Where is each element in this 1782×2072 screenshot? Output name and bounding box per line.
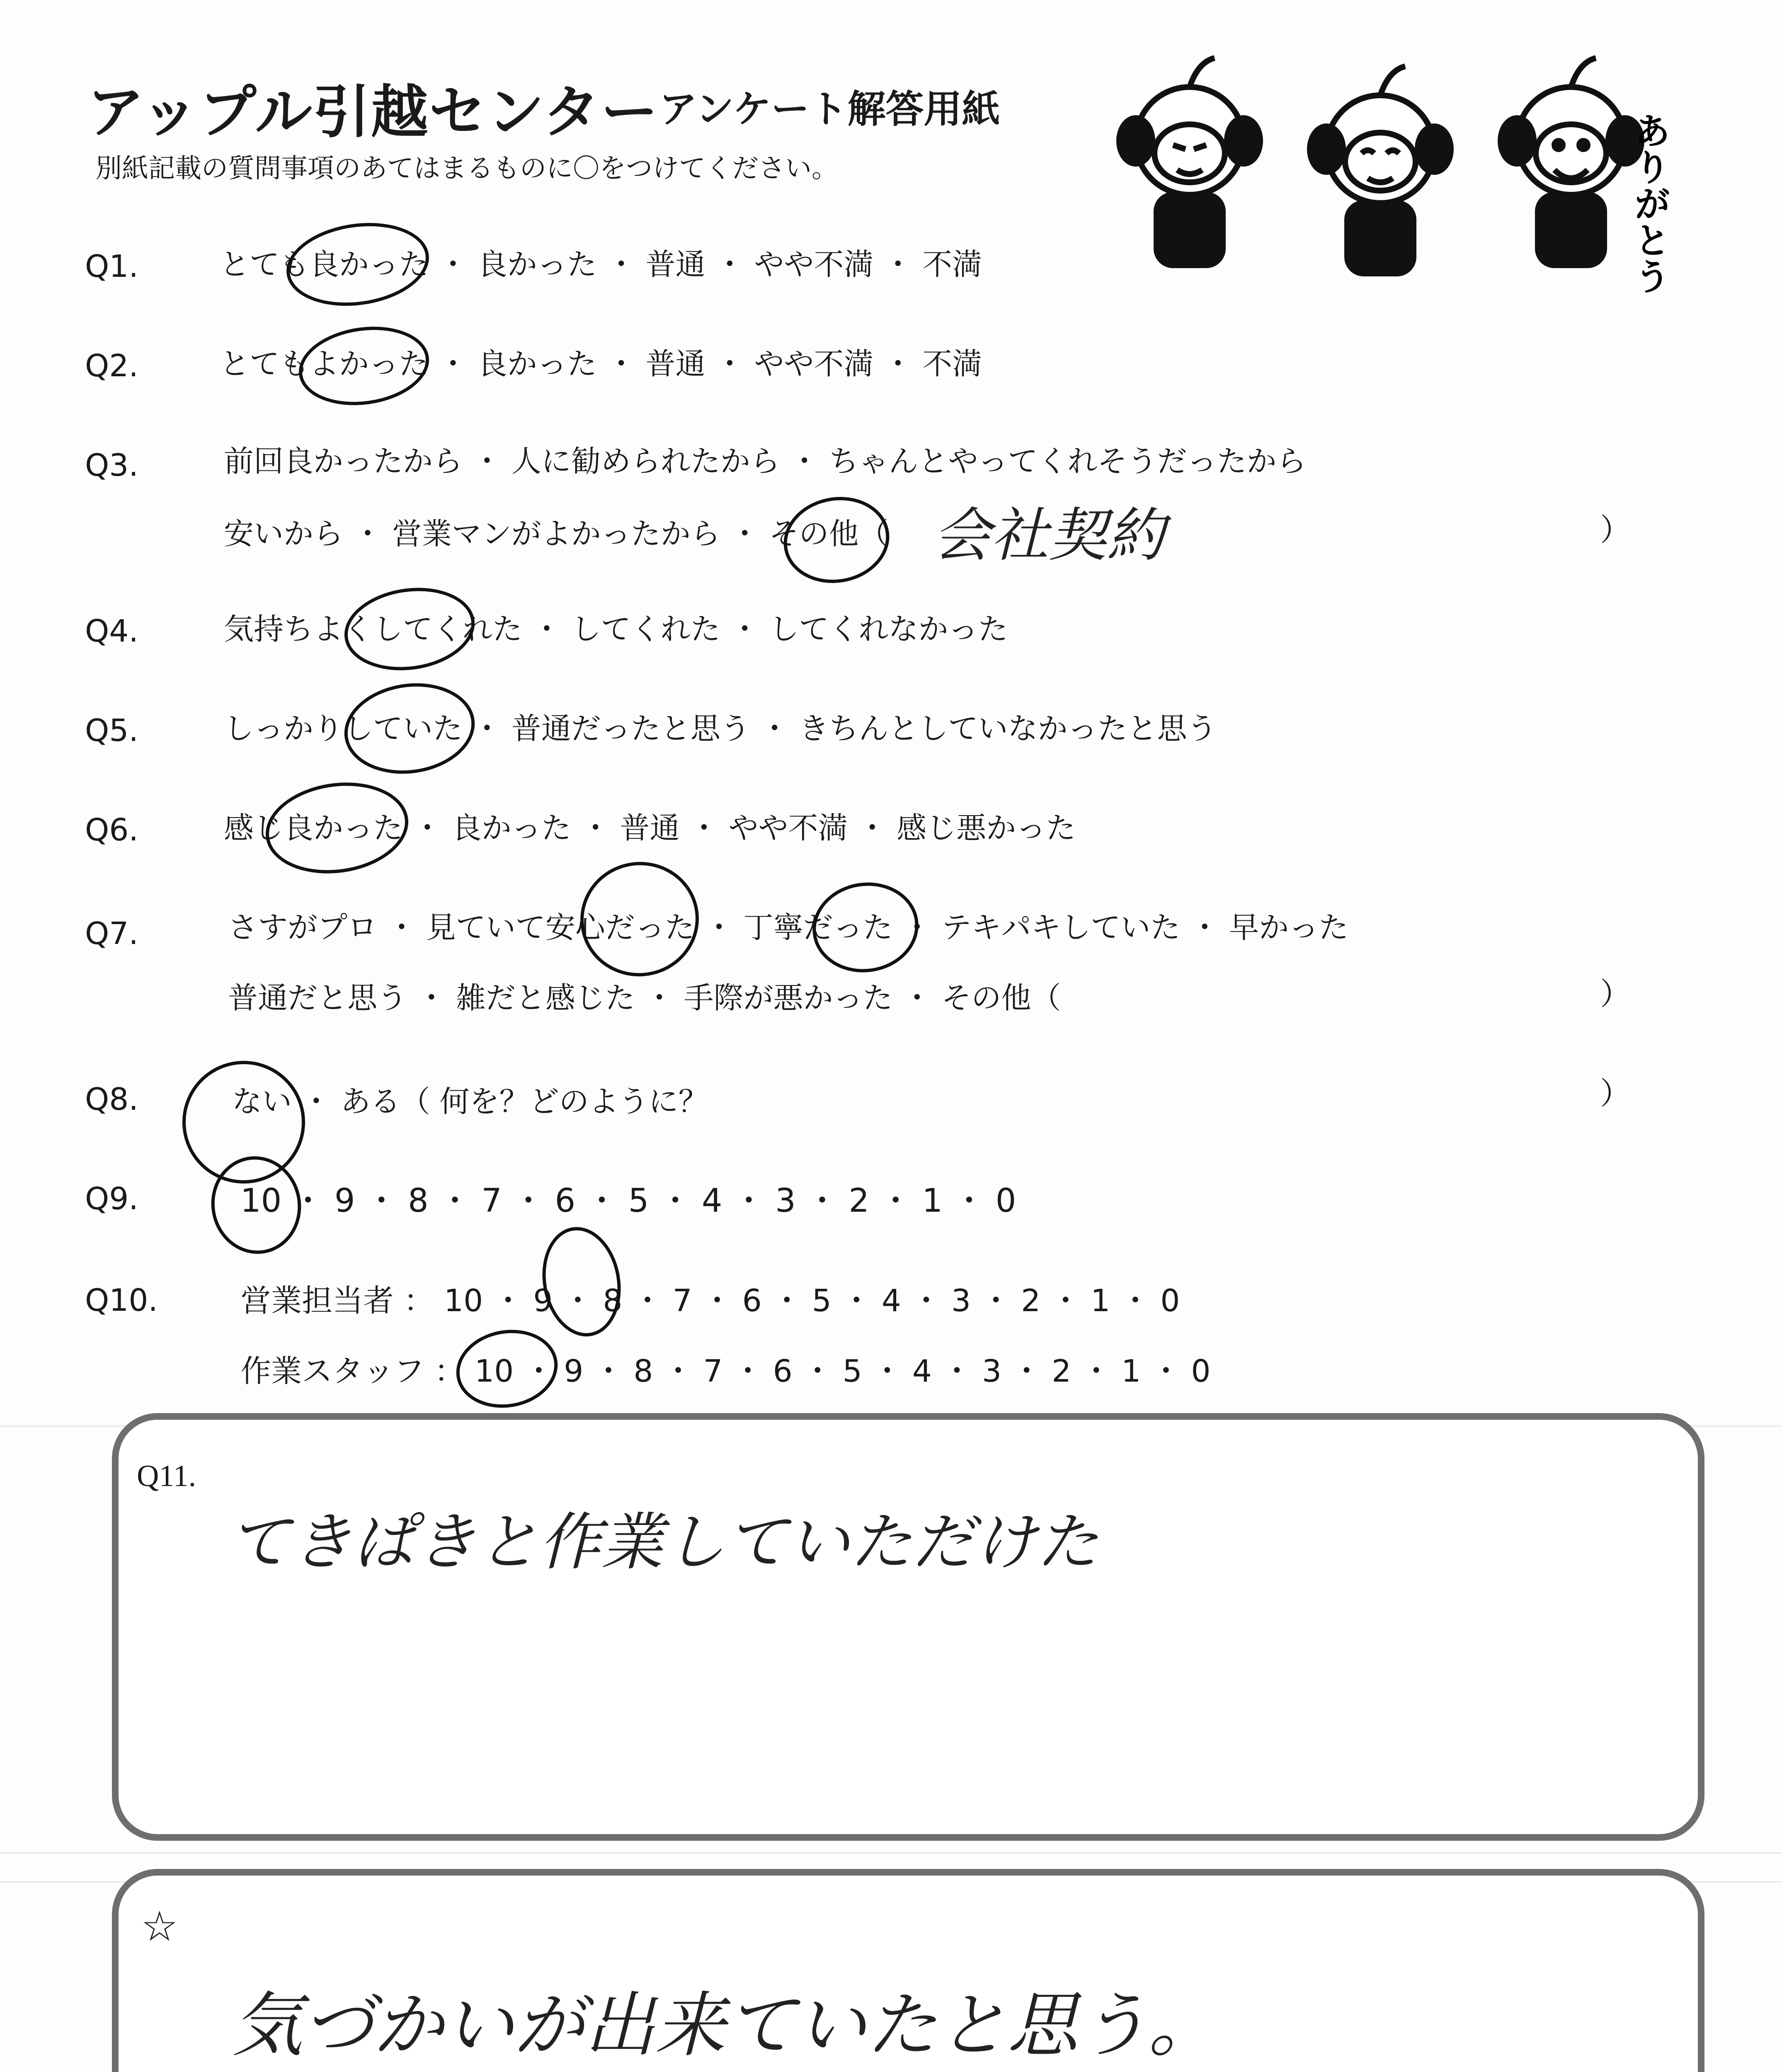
q10-sales-scale[interactable]: 営業担当者 ： 10 ・ 9 ・ 8 ・ 7 ・ 6 ・ 5 ・ 4 ・ 3 ・ 2 ・ 1 ・ 0 (240, 1283, 1180, 1319)
q7-answer-circle-1 (573, 854, 706, 984)
q10-staff-answer-circle (450, 1322, 564, 1416)
q3-close-paren: ） (1600, 512, 1631, 548)
q2-number: Q2. (85, 348, 138, 384)
q9-scale[interactable]: 10 ・ 9 ・ 8 ・ 7 ・ 6 ・ 5 ・ 4 ・ 3 ・ 2 ・ 1 ・ 0 (240, 1182, 1016, 1220)
instruction-text: 別紙記載の質問事項のあてはまるものに〇をつけてください。 (95, 153, 838, 184)
monkey-mascots-icon (1111, 46, 1700, 294)
q8-number: Q8. (85, 1082, 138, 1117)
q3-options-line2[interactable]: 安いから ・ 営業マンがよかったから ・ その他（ (224, 516, 889, 551)
form-subtitle: アンケート解答用紙 (659, 87, 1000, 131)
q3-other-answer: 会社契約 (933, 502, 1165, 569)
q11-comment-box[interactable] (112, 1413, 1704, 1841)
q11-label: Q11. (137, 1459, 196, 1493)
q10-staff-scale[interactable]: 作業スタッフ ： 10 ・ 9 ・ 8 ・ 7 ・ 6 ・ 5 ・ 4 ・ 3 ・ 2 ・ 1 ・ 0 (240, 1353, 1211, 1389)
q8-options[interactable]: ない ・ ある（ 何を？どのように？ (232, 1084, 708, 1119)
q9-number: Q9. (85, 1181, 138, 1217)
q2-answer-circle (294, 319, 434, 413)
q7-options-line2[interactable]: 普通だと思う ・ 雑だと感じた ・ 手際が悪かった ・ その他（ (228, 980, 1061, 1015)
q11-comment-text: てきぱきと作業していただけた (228, 1506, 1099, 1578)
q6-number: Q6. (85, 812, 138, 848)
q4-answer-circle (339, 580, 480, 678)
q3-options-line1[interactable]: 前回良かったから ・ 人に勧められたから ・ ちゃんとやってくれそうだったから (224, 444, 1307, 479)
q6-options[interactable]: 感じ良かった ・ 良かった ・ 普通 ・ やや不満 ・ 感じ悪かった (224, 811, 1076, 845)
q6-answer-circle (260, 774, 415, 882)
brand-title: アップル引越センター (87, 79, 659, 145)
star-label: ☆ (141, 1904, 178, 1950)
svg-text:ありがとう: ありがとう (1628, 112, 1671, 294)
q7-number: Q7. (85, 916, 138, 951)
q10-sales-answer-circle (534, 1221, 629, 1343)
star-comment-text: 気づかいが出来ていたと思う。 (232, 1985, 1219, 2067)
q1-number: Q1. (85, 249, 138, 284)
q4-options[interactable]: 気持ちよくしてくれた ・ してくれた ・ してくれなかった (224, 612, 1008, 646)
q8-close-paren: ） (1600, 1076, 1631, 1111)
q10-number: Q10. (85, 1283, 158, 1318)
q5-options[interactable]: しっかりしていた ・ 普通だったと思う ・ きちんとしていなかったと思う (224, 711, 1217, 746)
q7-close-paren: ） (1600, 976, 1631, 1012)
q1-options[interactable]: とても良かった ・ 良かった ・ 普通 ・ やや不満 ・ 不満 (220, 247, 982, 282)
q5-answer-circle (339, 675, 481, 782)
q3-answer-circle (777, 489, 896, 591)
q1-answer-circle (281, 214, 434, 315)
mascot-illustration (1111, 46, 1700, 294)
q2-options[interactable]: とてもよかった ・ 良かった ・ 普通 ・ やや不満 ・ 不満 (220, 346, 982, 381)
q7-answer-circle-2 (807, 876, 924, 979)
q7-options-line1[interactable]: さすがプロ ・ 見ていて安心だった ・ 丁寧だった ・ テキパキしていた ・ 早かった (228, 910, 1349, 945)
q4-number: Q4. (85, 613, 138, 649)
q5-number: Q5. (85, 713, 138, 748)
q3-number: Q3. (85, 448, 138, 483)
